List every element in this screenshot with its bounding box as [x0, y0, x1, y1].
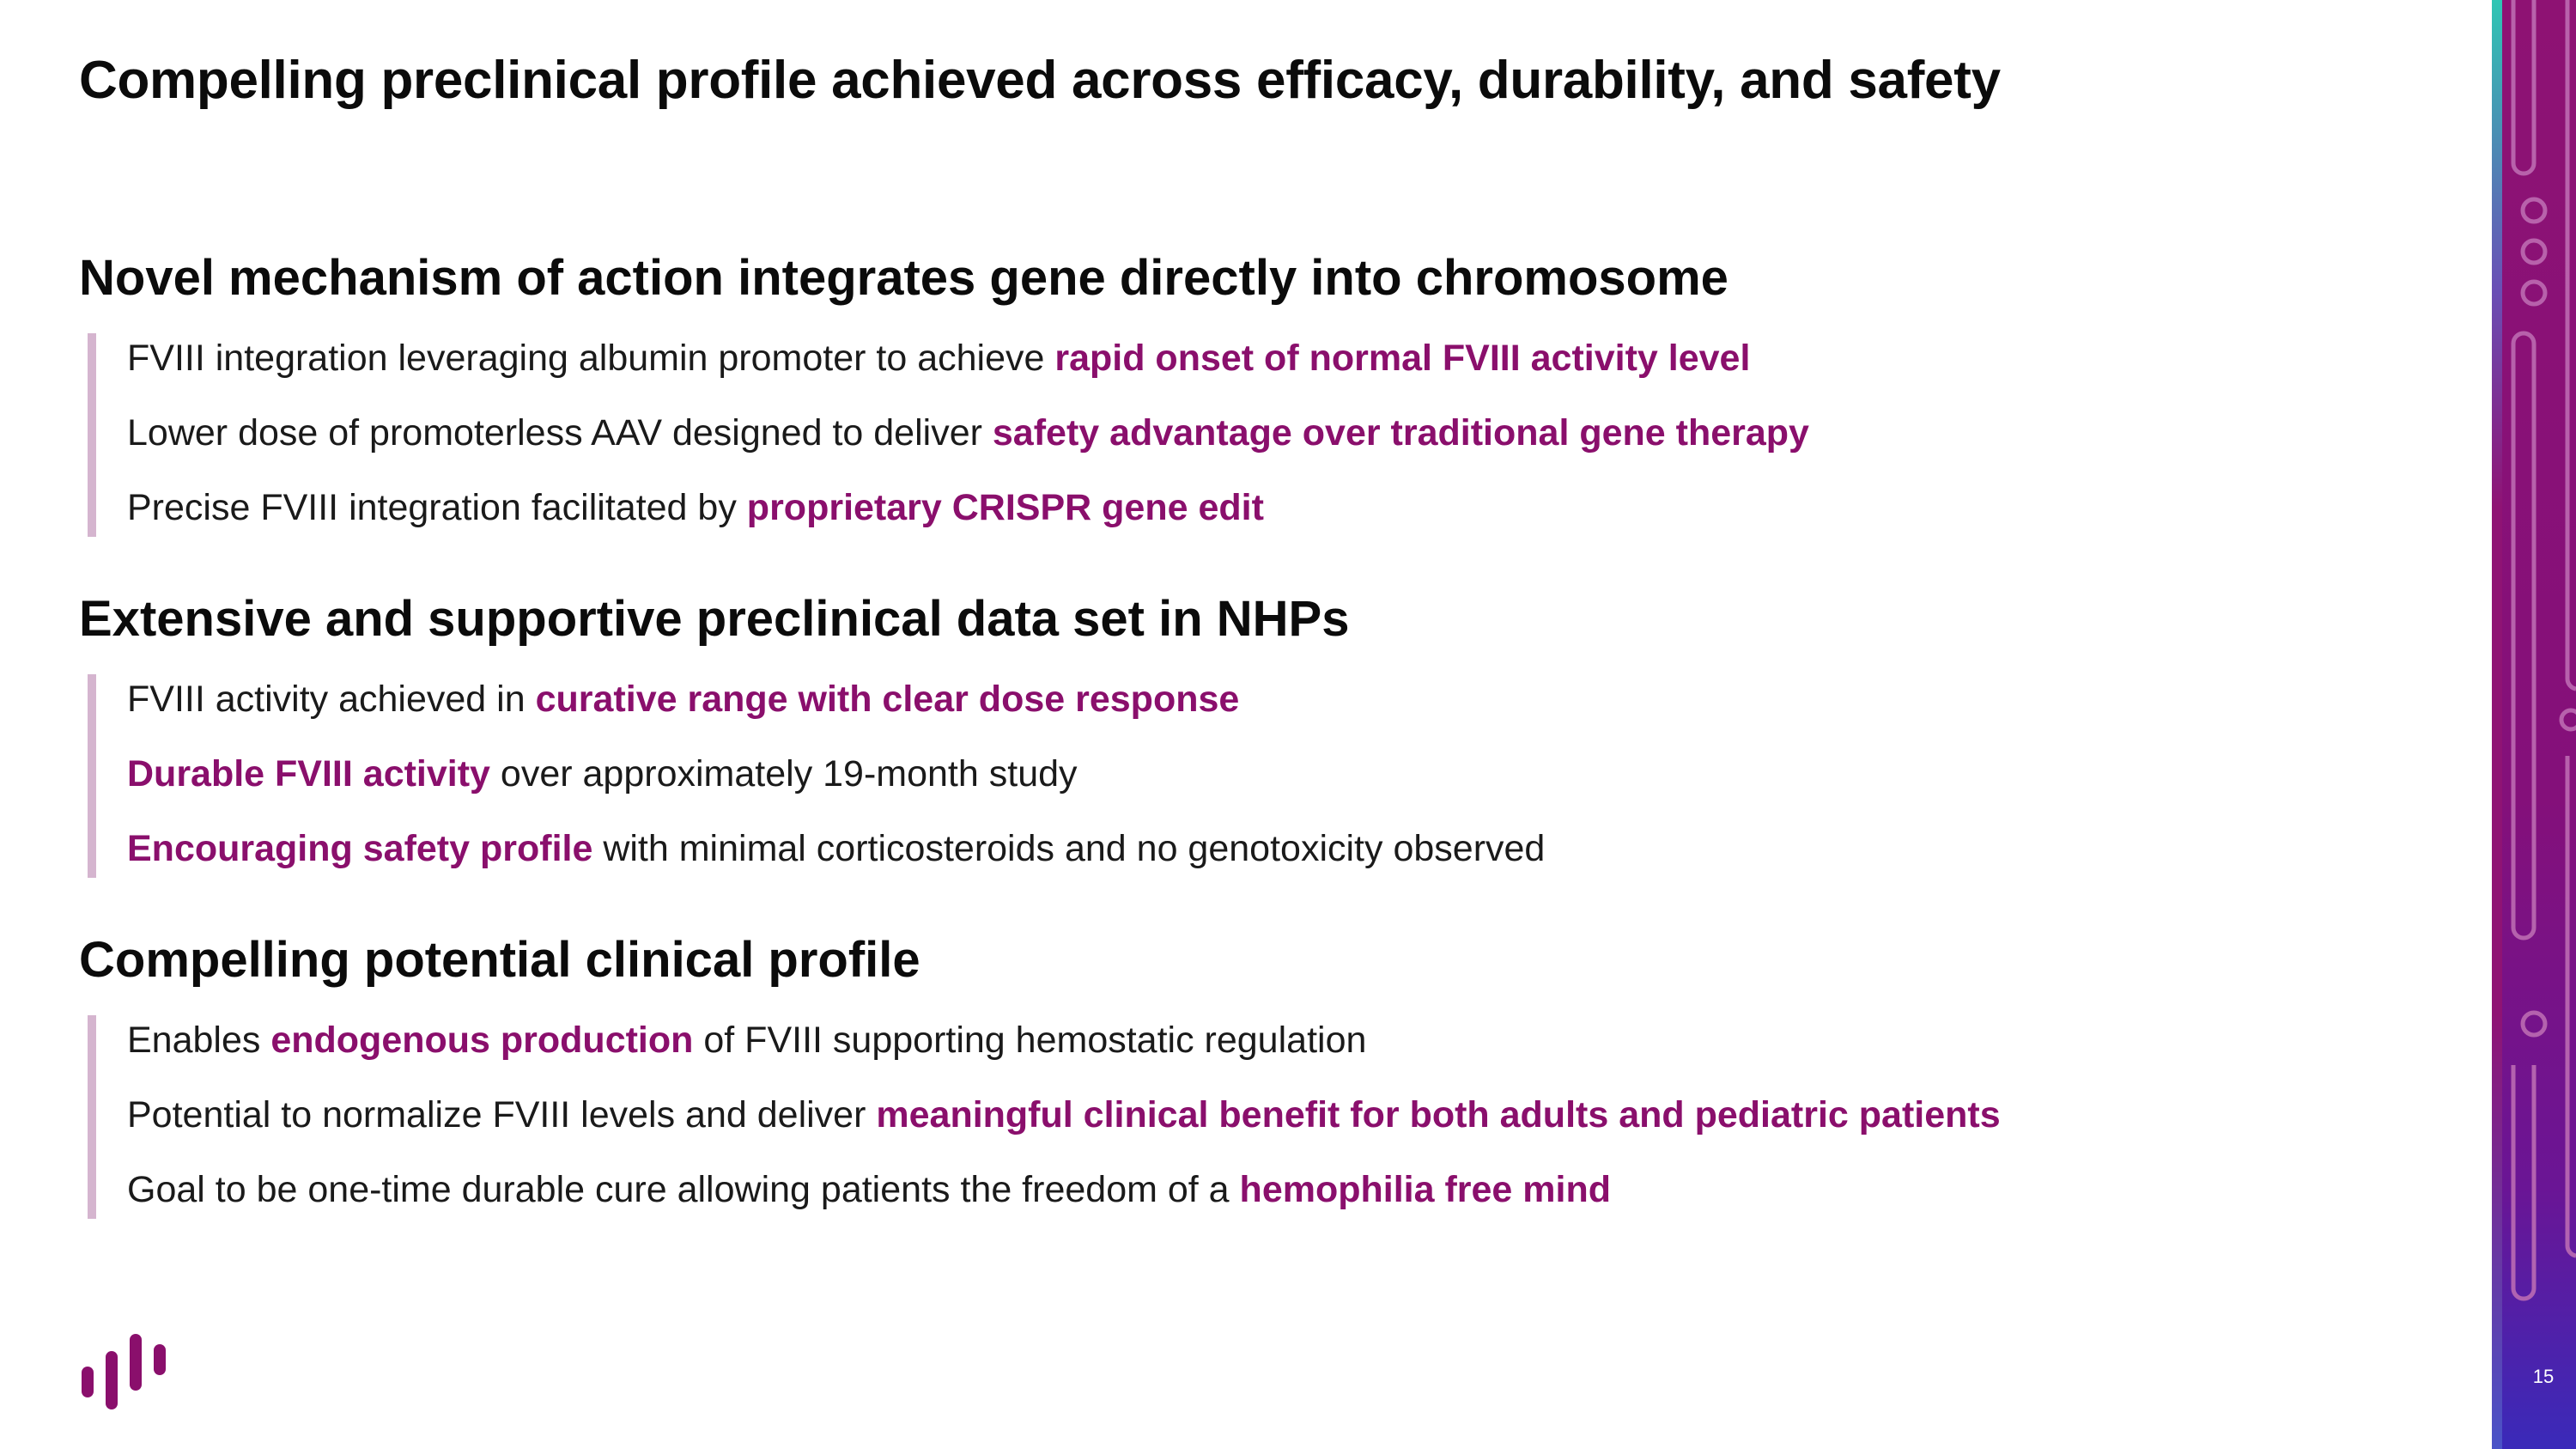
bullet-item: Precise FVIII integration facilitated by proprietary CRISPR gene edit	[127, 487, 1264, 528]
bullet-item: Enables endogenous production of FVIII supporting hemostatic regulation	[127, 1020, 1367, 1061]
page-number: 15	[2532, 1366, 2555, 1387]
slide-title: Compelling preclinical profile achieved across efficacy, durability, and safety	[79, 51, 2001, 110]
bullet-item: Encouraging safety profile with minimal corticosteroids and no genotoxicity observed	[127, 828, 1546, 869]
highlight-text: Encouraging safety profile	[127, 828, 593, 869]
bullet-group	[79, 662, 2397, 886]
section-clinical-profile	[79, 929, 2397, 1227]
highlight-text: proprietary CRISPR gene edit	[746, 487, 1264, 528]
bullet-item: Potential to normalize FVIII levels and deliver meaningful clinical benefit for both adults and pediatric patients	[127, 1094, 2001, 1135]
circuit-pattern-icon	[2492, 0, 2576, 1449]
section-heading: Extensive and supportive preclinical data set in NHPs	[79, 591, 1350, 647]
bullet-item: Durable FVIII activity over approximately 19-month study	[127, 753, 1078, 795]
accent-bar	[88, 674, 96, 878]
bullet-item: FVIII activity achieved in curative range with clear dose response	[127, 679, 1240, 720]
section-mechanism	[79, 247, 2397, 545]
section-heading: Novel mechanism of action integrates gene directly into chromosome	[79, 250, 1728, 306]
bullet-item: Goal to be one-time durable cure allowing patients the freedom of a hemophilia free mind	[127, 1169, 1612, 1210]
highlight-text: safety advantage over traditional gene therapy	[992, 412, 1809, 454]
highlight-text: rapid onset of normal FVIII activity level	[1054, 338, 1751, 379]
section-heading: Compelling potential clinical profile	[79, 932, 920, 988]
bullet-item: FVIII integration leveraging albumin promoter to achieve rapid onset of normal FVIII activity level	[127, 338, 1751, 379]
highlight-text: hemophilia free mind	[1239, 1169, 1612, 1210]
highlight-text: Durable FVIII activity	[127, 753, 490, 795]
bullet-group	[79, 1003, 2397, 1227]
highlight-text: endogenous production	[270, 1020, 694, 1061]
bullet-item: Lower dose of promoterless AAV designed to deliver safety advantage over traditional gene therapy	[127, 412, 1809, 454]
sidebar-gradient-edge	[2492, 0, 2502, 1449]
highlight-text: meaningful clinical benefit for both adults and pediatric patients	[876, 1094, 2001, 1135]
bullet-group	[79, 321, 2397, 545]
brand-bars-logo-icon	[79, 1331, 173, 1415]
accent-bar	[88, 1015, 96, 1219]
accent-bar	[88, 333, 96, 537]
highlight-text: curative range with clear dose response	[535, 679, 1240, 720]
decorative-sidebar	[2492, 0, 2576, 1449]
section-preclinical-data	[79, 588, 2397, 886]
